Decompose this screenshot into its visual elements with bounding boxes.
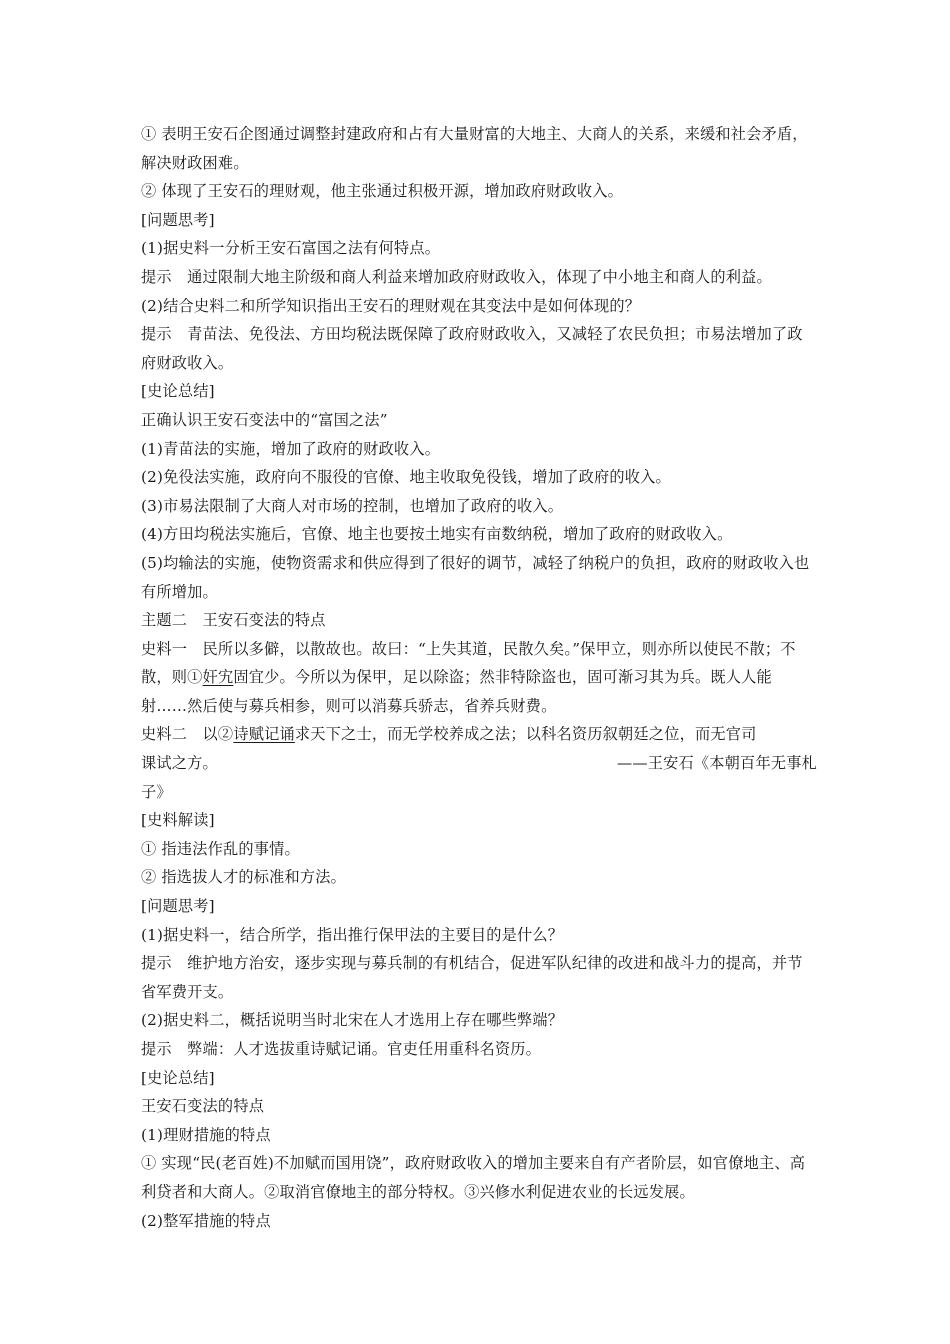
summary-item: ① 实现“民(老百姓)不加赋而国用饶”，政府财政收入的增加主要来自有产者阶层，如官僚地主、高利贷者和大商人。②取消官僚地主的部分特权。③兴修水利促进农业的长远发展。 (141, 1154, 806, 1201)
source-two-citation-line (141, 749, 817, 778)
summary-item: (5)均输法的实施，使物资需求和供应得到了很好的调节，减轻了纳税户的负担，政府的财政收入也有所增加。 (141, 553, 810, 601)
question: (2)据史料二，概括说明当时北宋在人才选用上存在哪些弊端？ (141, 1011, 564, 1030)
source-two-line3: 子》 (141, 782, 172, 801)
section-label: [问题思考] (141, 210, 215, 229)
question: (2)结合史料二和所学知识指出王安石的理财观在其变法中是如何体现的？ (141, 296, 641, 315)
summary-title: 王安石变法的特点 (141, 1097, 265, 1116)
source-two-underlined: 诗赋记诵 (233, 725, 295, 744)
summary-item: (2)免役法实施，政府向不服役的官僚、地主收取免役钱，增加了政府的收入。 (141, 468, 671, 487)
answer-hint: 提示 通过限制大地主阶级和商人利益来增加政府财政收入，体现了中小地主和商人的利益。 (141, 267, 772, 286)
section-label: [问题思考] (141, 897, 215, 916)
answer-hint: 提示 维护地方治安，逐步实现与募兵制的有机结合，促进军队纪律的改进和战斗力的提高，并节省军费开支。 (141, 954, 803, 1001)
source-one-underlined: 奸宄 (202, 668, 234, 687)
source-two (141, 720, 817, 749)
question: (1)据史料一，结合所学，指出推行保甲法的主要目的是什么？ (141, 925, 564, 944)
summary-item: (1)青苗法的实施，增加了政府的财政收入。 (141, 439, 441, 458)
source-two-pre: 史料二 以② (141, 725, 234, 744)
summary-item: (1)理财措施的特点 (141, 1125, 271, 1144)
paragraph: ② 体现了王安石的理财观，他主张通过积极开源，增加政府财政收入。 (141, 182, 624, 201)
source-one-post: 固宜少。今所以为保甲，足以除盗；然非特除盗也，固可渐习其为兵。既人人能射……然后使与募兵相参，则可以消募兵骄志，省养兵财费。 (141, 668, 772, 715)
annotation: ① 指违法作乱的事情。 (141, 839, 300, 858)
source-two-citation: ——王安石《本朝百年无事札 (616, 754, 817, 773)
question: (1)据史料一分析王安石富国之法有何特点。 (141, 239, 441, 258)
source-one-pre: 史料一 民所以多僻，以散故也。故曰：“上失其道，民散久矣。”保甲立，则亦所以使民不散；不散，则① (141, 639, 796, 687)
section-label: [史论总结] (141, 382, 215, 401)
annotation: ② 指选拔人才的标准和方法。 (141, 868, 347, 887)
summary-title: 正确认识王安石变法中的“富国之法” (141, 410, 388, 429)
summary-item: (4)方田均税法实施后，官僚、地主也要按土地实有亩数纳税，增加了政府的财政收入。 (141, 525, 733, 544)
answer-hint: 提示 青苗法、免役法、方田均税法既保障了政府财政收入，又减轻了农民负担；市易法增加了政府财政收入。 (141, 325, 803, 372)
source-two-post: 求天下之士，而无学校养成之法；以科名资历叙朝廷之位，而无官司 (294, 725, 757, 744)
section-label: [史料解读] (141, 811, 215, 830)
summary-item: (2)整军措施的特点 (141, 1211, 271, 1230)
paragraph: ① 表明王安石企图通过调整封建政府和占有大量财富的大地主、大商人的关系，来缓和社会矛盾，解决财政困难。 (141, 125, 808, 172)
section-label: [史论总结] (141, 1068, 215, 1087)
document-page (141, 120, 817, 1235)
topic-heading: 主题二 王安石变法的特点 (141, 611, 326, 630)
source-two-line2: 课试之方。 (141, 754, 218, 773)
answer-hint: 提示 弊端：人才选拔重诗赋记诵。官吏任用重科名资历。 (141, 1040, 542, 1058)
source-one (141, 635, 817, 721)
summary-item: (3)市易法限制了大商人对市场的控制，也增加了政府的收入。 (141, 496, 564, 515)
